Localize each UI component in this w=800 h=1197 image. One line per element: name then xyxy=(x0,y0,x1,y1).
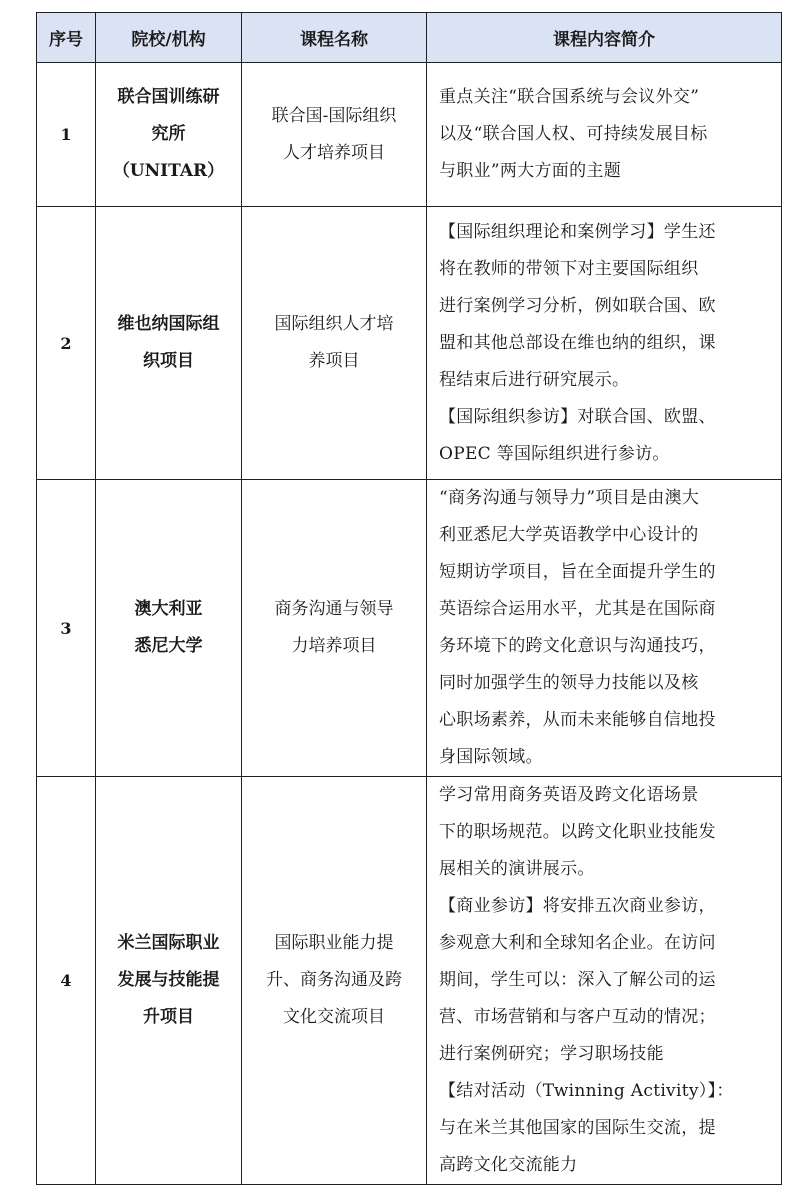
description-line: OPEC 等国际组织进行参访。 xyxy=(439,443,670,464)
institution-line: 米兰国际职业 xyxy=(117,933,220,953)
description-line: 参观意大利和全球知名企业。在访问 xyxy=(439,933,716,953)
description-line: 英语综合运用水平，尤其是在国际商 xyxy=(439,599,716,619)
description-line: 身国际领域。 xyxy=(439,747,543,767)
course-line: 养项目 xyxy=(308,351,360,371)
course-line: 国际组织人才培 xyxy=(274,314,394,334)
description-line: 展相关的演讲展示。 xyxy=(439,859,595,879)
description-line: 进行案例研究；学习职场技能 xyxy=(439,1044,664,1064)
description-line: 高跨文化交流能力 xyxy=(439,1155,578,1175)
row-number: 2 xyxy=(37,207,96,480)
description-line: 与在米兰其他国家的国际生交流，提 xyxy=(439,1118,716,1138)
course-line: 文化交流项目 xyxy=(283,1007,385,1027)
description-line: 同时加强学生的领导力技能以及核 xyxy=(439,673,699,693)
course-table xyxy=(36,12,782,1185)
course-cell xyxy=(242,777,427,1185)
institution-line: 发展与技能提 xyxy=(117,970,220,990)
table-row xyxy=(37,63,782,207)
table-row xyxy=(37,777,782,1185)
institution-line: 联合国训练研 xyxy=(117,87,220,107)
description-line: “商务沟通与领导力”项目是由澳大 xyxy=(439,488,700,508)
description-cell xyxy=(427,777,782,1185)
row-number: 3 xyxy=(37,480,96,777)
description-cell xyxy=(427,63,782,207)
institution-line: 悉尼大学 xyxy=(134,636,203,656)
description-line: 利亚悉尼大学英语教学中心设计的 xyxy=(439,525,699,545)
table-row xyxy=(37,207,782,480)
course-line: 升、商务沟通及跨 xyxy=(266,970,402,990)
description-line: 【结对活动（Twinning Activity）】： xyxy=(439,1081,734,1101)
institution-line: 维也纳国际组 xyxy=(117,314,220,334)
course-line: 联合国-国际组织 xyxy=(271,105,397,126)
table-row xyxy=(37,480,782,777)
description-line: 下的职场规范。以跨文化职业技能发 xyxy=(439,822,716,842)
institution-line: 织项目 xyxy=(143,351,194,371)
institution-line: 升项目 xyxy=(143,1007,194,1027)
description-line: 营、市场营销和与客户互动的情况； xyxy=(439,1007,716,1027)
description-line: 短期访学项目，旨在全面提升学生的 xyxy=(439,562,716,582)
description-line: 以及“联合国人权、可持续发展目标 xyxy=(439,124,708,144)
header-institution: 院校/机构 xyxy=(96,13,242,63)
row-number: 1 xyxy=(37,63,96,207)
description-line: 重点关注“联合国系统与会议外交” xyxy=(439,87,700,107)
institution-cell xyxy=(96,480,242,777)
course-cell xyxy=(242,63,427,207)
course-cell xyxy=(242,480,427,777)
description-line: 【国际组织理论和案例学习】学生还 xyxy=(439,221,716,242)
description-line: 【国际组织参访】对联合国、欧盟、 xyxy=(439,406,716,427)
header-course: 课程名称 xyxy=(242,13,427,63)
description-line: 学习常用商务英语及跨文化语场景 xyxy=(439,785,699,805)
header-no: 序号 xyxy=(37,13,96,63)
description-line: 心职场素养，从而未来能够自信地投 xyxy=(439,710,716,730)
description-line: 盟和其他总部设在维也纳的组织，课 xyxy=(439,332,716,353)
institution-cell xyxy=(96,207,242,480)
header-description: 课程内容简介 xyxy=(427,13,782,63)
description-line: 将在教师的带领下对主要国际组织 xyxy=(439,258,699,279)
description-cell xyxy=(427,207,782,480)
description-line: 期间，学生可以：深入了解公司的运 xyxy=(439,970,716,990)
institution-cell xyxy=(96,777,242,1185)
description-line: 务环境下的跨文化意识与沟通技巧， xyxy=(439,636,716,656)
course-line: 国际职业能力提 xyxy=(274,933,394,953)
description-line: 与职业”两大方面的主题 xyxy=(439,161,621,181)
institution-line: （UNITAR） xyxy=(112,161,225,181)
description-cell xyxy=(427,480,782,777)
institution-cell xyxy=(96,63,242,207)
row-number: 4 xyxy=(37,777,96,1185)
institution-line: 究所 xyxy=(151,124,186,144)
description-line: 进行案例学习分析，例如联合国、欧 xyxy=(439,295,716,316)
course-line: 人才培养项目 xyxy=(283,142,385,163)
course-line: 力培养项目 xyxy=(291,636,377,656)
course-line: 商务沟通与领导 xyxy=(274,599,394,619)
course-cell xyxy=(242,207,427,480)
table-header-row xyxy=(37,13,782,63)
description-line: 【商业参访】将安排五次商业参访， xyxy=(439,896,716,916)
institution-line: 澳大利亚 xyxy=(134,599,203,619)
description-line: 程结束后进行研究展示。 xyxy=(439,369,630,390)
